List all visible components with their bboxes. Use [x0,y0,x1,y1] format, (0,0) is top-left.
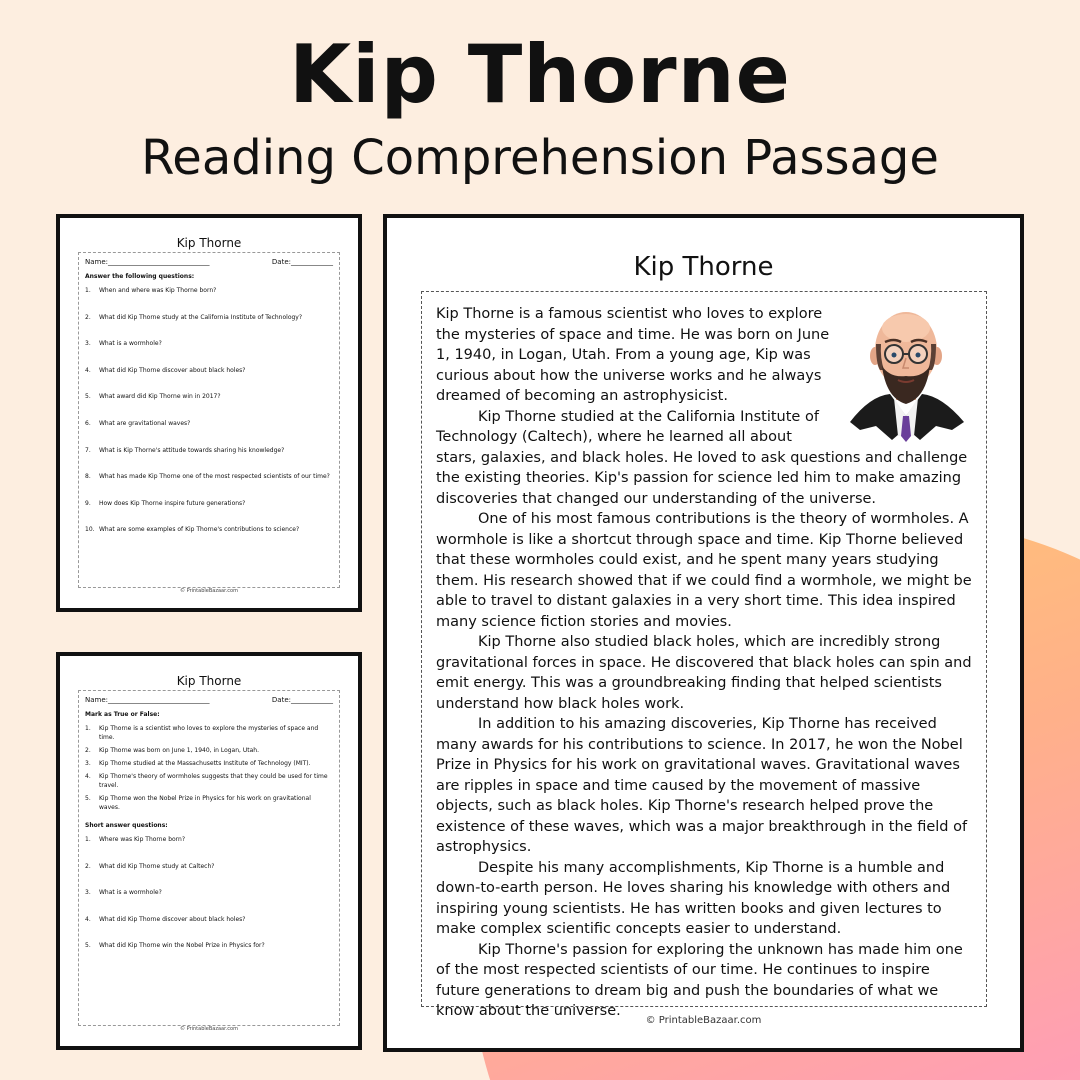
passage-paragraph: Kip Thorne's passion for exploring the unknown has made him one of the most respected scientists of our time. He continues to inspire future generations to dream big and push the boundaries of what we know about the universe. [436,941,963,1019]
passage-text [436,304,972,1022]
kip-thorne-portrait-image [840,304,972,446]
short-answer-item: 3. What is a wormhole? [85,889,162,897]
true-false-list [85,724,333,812]
short-answer-list [85,835,333,968]
true-false-item: 2. Kip Thorne was born on June 1, 1940, in Logan, Utah. [85,747,259,754]
question-item: 6. What are gravitational waves? [85,419,191,427]
passage-paragraph: Despite his many accomplishments, Kip Thorne is a humble and down-to-earth person. He loves sharing his knowledge with others and inspiring young scientists. He has written books and given lectures to make complex scientific concepts easier to understand. [436,859,951,937]
passage-paragraph: Kip Thorne studied at the California Institute of Technology (Caltech), where he learned all about stars, galaxies, and black holes. He loved to ask questions and challenge the existing theories. Kip's passion for science led him to make amazing discoveries that changed our understanding of the universe. [436,408,968,507]
question-item: 9. How does Kip Thorne inspire future generations? [85,499,246,507]
name-date-row [85,696,333,704]
short-answer-item: 5. What did Kip Thorne win the Nobel Prize in Physics for? [85,942,265,950]
short-answer-heading: Short answer questions: [85,822,168,829]
question-item: 4. What did Kip Thorne discover about black holes? [85,366,246,374]
passage-paragraph: In addition to his amazing discoveries, Kip Thorne has received many awards for his contributions to science. In 2017, he won the Nobel Prize in Physics for his work on gravitational waves. Gravitational waves are ripples in space and time caused by the movement of massive objects, such as black holes. Kip Thorne's research helped prove the existence of these waves, which was a major breakthrough in the field of astrophysics. [436,716,968,855]
page-title: Kip Thorne [289,28,791,121]
question-item: 10. What are some examples of Kip Thorne's contributions to science? [85,526,300,534]
name-date-row [85,258,333,266]
short-answer-item: 1. Where was Kip Thorne born? [85,836,186,843]
worksheet-footer: © PrintableBazaar.com [180,588,238,594]
short-answer-item: 4. What did Kip Thorne discover about black holes? [85,915,246,923]
short-answer-item: 2. What did Kip Thorne study at Caltech? [85,862,215,870]
question-item: 3. What is a wormhole? [85,340,162,348]
name-field-label: Name:_____________________________ [85,258,210,266]
worksheet-content [78,690,340,1026]
question-item: 2. What did Kip Thorne study at the California Institute of Technology? [85,313,303,321]
date-field-label: Date:____________ [271,258,333,266]
worksheet-true-false-preview [56,652,362,1050]
worksheet-title: Kip Thorne [176,236,242,250]
question-item: 7. What is Kip Thorne's attitude towards sharing his knowledge? [85,446,285,454]
instructions: Answer the following questions: [85,273,195,280]
true-false-item: 1. Kip Thorne is a scientist who loves to explore the mysteries of space and time. [85,725,319,741]
passage-paragraph: One of his most famous contributions is the theory of wormholes. A wormhole is like a shortcut through space and time. Kip Thorne believed that these wormholes could exist, and he spent many years studying them. His research showed that if we could find a wormhole, we might be able to travel to distant galaxies in a very short time. This idea inspired many science fiction stories and movies. [436,511,972,630]
worksheet-title: Kip Thorne [176,674,242,688]
name-field-label: Name:_____________________________ [85,696,210,704]
question-item: 8. What has made Kip Thorne one of the most respected scientists of our time? [85,473,330,481]
true-false-item: 4. Kip Thorne's theory of wormholes suggests that they could be used for time travel. [85,773,328,789]
question-item: 1. When and where was Kip Thorne born? [85,287,217,294]
question-list [85,286,333,552]
true-false-heading: Mark as True or False: [85,711,160,718]
true-false-item: 5. Kip Thorne won the Nobel Prize in Physics for his work on gravitational waves. [85,795,311,811]
worksheet-questions-preview [56,214,362,612]
passage-footer: © PrintableBazaar.com [645,1015,762,1026]
true-false-item: 3. Kip Thorne studied at the Massachusetts Institute of Technology (MIT). [85,760,311,767]
date-field-label: Date:____________ [271,696,333,704]
page-subtitle: Reading Comprehension Passage [141,130,939,186]
passage-content [421,291,987,1019]
worksheet-content [78,252,340,588]
question-item: 5. What award did Kip Thorne win in 2017? [85,393,221,401]
passage-paragraph: Kip Thorne is a famous scientist who loves to explore the mysteries of space and time. He was born on June 1, 1940, in Logan, Utah. From a young age, Kip was curious about how the universe works and he always dreamed of becoming an astrophysicist. [436,306,830,404]
passage-title: Kip Thorne [633,252,774,282]
passage-paragraph: Kip Thorne also studied black holes, which are incredibly strong gravitational forces in space. He discovered that black holes can spin and emit energy. This was a groundbreaking finding that helped scientists understand how black holes work. [436,634,972,712]
worksheet-footer: © PrintableBazaar.com [180,1026,238,1032]
reading-passage-preview [383,214,1024,1052]
